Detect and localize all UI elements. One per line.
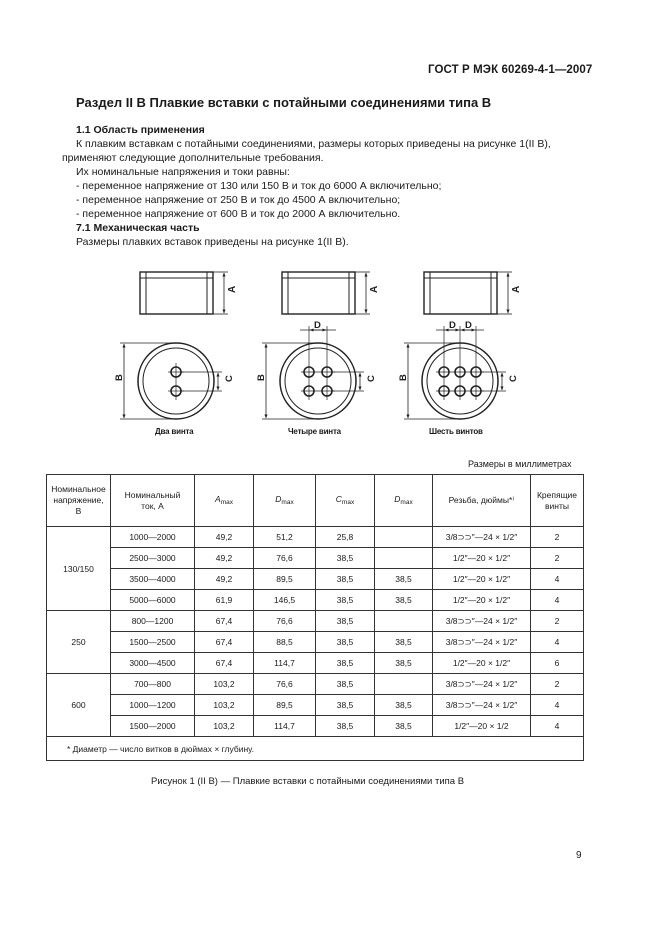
heading-7-1: 7.1 Механическая часть: [76, 222, 200, 234]
figure-caption: Рисунок 1 (II B) — Плавкие вставки с потайными соединениями типа B: [151, 776, 465, 787]
table-row: 2500—3000 49,2 76,6 38,5 1/2″—20 × 1/2″ 2: [47, 548, 584, 569]
document-id: ГОСТ Р МЭК 60269-4-1—2007: [428, 64, 593, 76]
dim-b-label: B: [256, 374, 267, 381]
section-title: Раздел II B Плавкие вставки с потайными соединениями типа B: [76, 95, 492, 110]
dim-a-label: A: [369, 285, 380, 293]
table-row: 3000—4500 67,4 114,7 38,5 38,5 1/2″—20 × 1/2″ 6: [47, 653, 584, 674]
label-two-screws: Два винта: [155, 427, 194, 436]
dim-c-label: C: [366, 375, 377, 382]
screw-holes: [171, 367, 481, 396]
table-header-row: [47, 475, 584, 527]
table-footnote-row: [47, 737, 584, 761]
fuse-drawings: [0, 260, 661, 450]
units-note: Размеры в миллиметрах: [468, 459, 572, 469]
table-row: 1500—2000 103,2 114,7 38,5 38,5 1/2″—20 × 1/2 4: [47, 716, 584, 737]
paragraph-line: применяют следующие дополнительные требования.: [62, 152, 324, 164]
dim-b-label: B: [398, 374, 409, 381]
paragraph-line: Их номинальные напряжения и токи равны:: [76, 166, 290, 178]
dim-d-label: D: [465, 320, 472, 331]
table-row: 5000—6000 61,9 146,5 38,5 38,5 1/2″—20 × 1/2″ 4: [47, 590, 584, 611]
table-footnote: * Диаметр — число витков в дюймах × глубину.: [47, 737, 584, 761]
heading-1-1: 1.1 Область применения: [76, 124, 205, 136]
label-four-screws: Четыре винта: [288, 427, 341, 436]
label-six-screws: Шесть винтов: [429, 427, 483, 436]
page-number: 9: [576, 850, 582, 861]
dim-b-label: B: [114, 374, 125, 381]
dimensions-table: [46, 474, 584, 761]
cell-voltage: 600: [47, 674, 111, 737]
header-screws: Крепящие винты: [531, 475, 584, 527]
table-row: 3500—4000 49,2 89,5 38,5 38,5 1/2″—20 × 1/2″ 4: [47, 569, 584, 590]
header-voltage: Номинальное напряжение, В: [47, 475, 111, 527]
dim-a-label: A: [511, 285, 522, 293]
header-d2-max: $D_{max}$: [375, 475, 433, 527]
paragraph-line: Размеры плавких вставок приведены на рисунке 1(II B).: [76, 236, 349, 248]
header-thread: Резьба, дюймы*⁾: [433, 475, 531, 527]
dim-d-label: D: [449, 320, 456, 331]
table-row: 1500—2500 67,4 88,5 38,5 38,5 3/8⊃⊃″—24 × 1/2″ 4: [47, 632, 584, 653]
list-item: - переменное напряжение от 600 В и ток до 2000 А включительно.: [76, 208, 401, 220]
dim-c-label: C: [224, 375, 235, 382]
dim-c-label: C: [508, 375, 519, 382]
table-row: 130/150 1000—2000 49,2 51,2 25,8 3/8⊃⊃″—24 × 1/2″ 2: [47, 527, 584, 548]
table-row: 600 700—800 103,2 76,6 38,5 3/8⊃⊃″—24 × 1/2″ 2: [47, 674, 584, 695]
table-row: 1000—1200 103,2 89,5 38,5 38,5 3/8⊃⊃″—24 × 1/2″ 4: [47, 695, 584, 716]
header-a-max: $A_{max}$: [195, 475, 254, 527]
header-d-max: $D_{max}$: [254, 475, 316, 527]
cell-voltage: 250: [47, 611, 111, 674]
table-row: 250 800—1200 67,4 76,6 38,5 3/8⊃⊃″—24 × 1/2″ 2: [47, 611, 584, 632]
header-c-max: $C_{max}$: [316, 475, 375, 527]
dim-d-label: D: [314, 320, 321, 331]
cell-voltage: 130/150: [47, 527, 111, 611]
header-current: Номинальный ток, А: [111, 475, 195, 527]
paragraph-line: К плавким вставкам с потайными соединениями, размеры которых приведены на рисунке 1(II B),: [76, 138, 551, 150]
dim-a-label: A: [227, 285, 238, 293]
list-item: - переменное напряжение от 130 или 150 В и ток до 6000 А включительно;: [76, 180, 442, 192]
list-item: - переменное напряжение от 250 В и ток до 4500 А включительно;: [76, 194, 401, 206]
side-views: [140, 272, 497, 314]
